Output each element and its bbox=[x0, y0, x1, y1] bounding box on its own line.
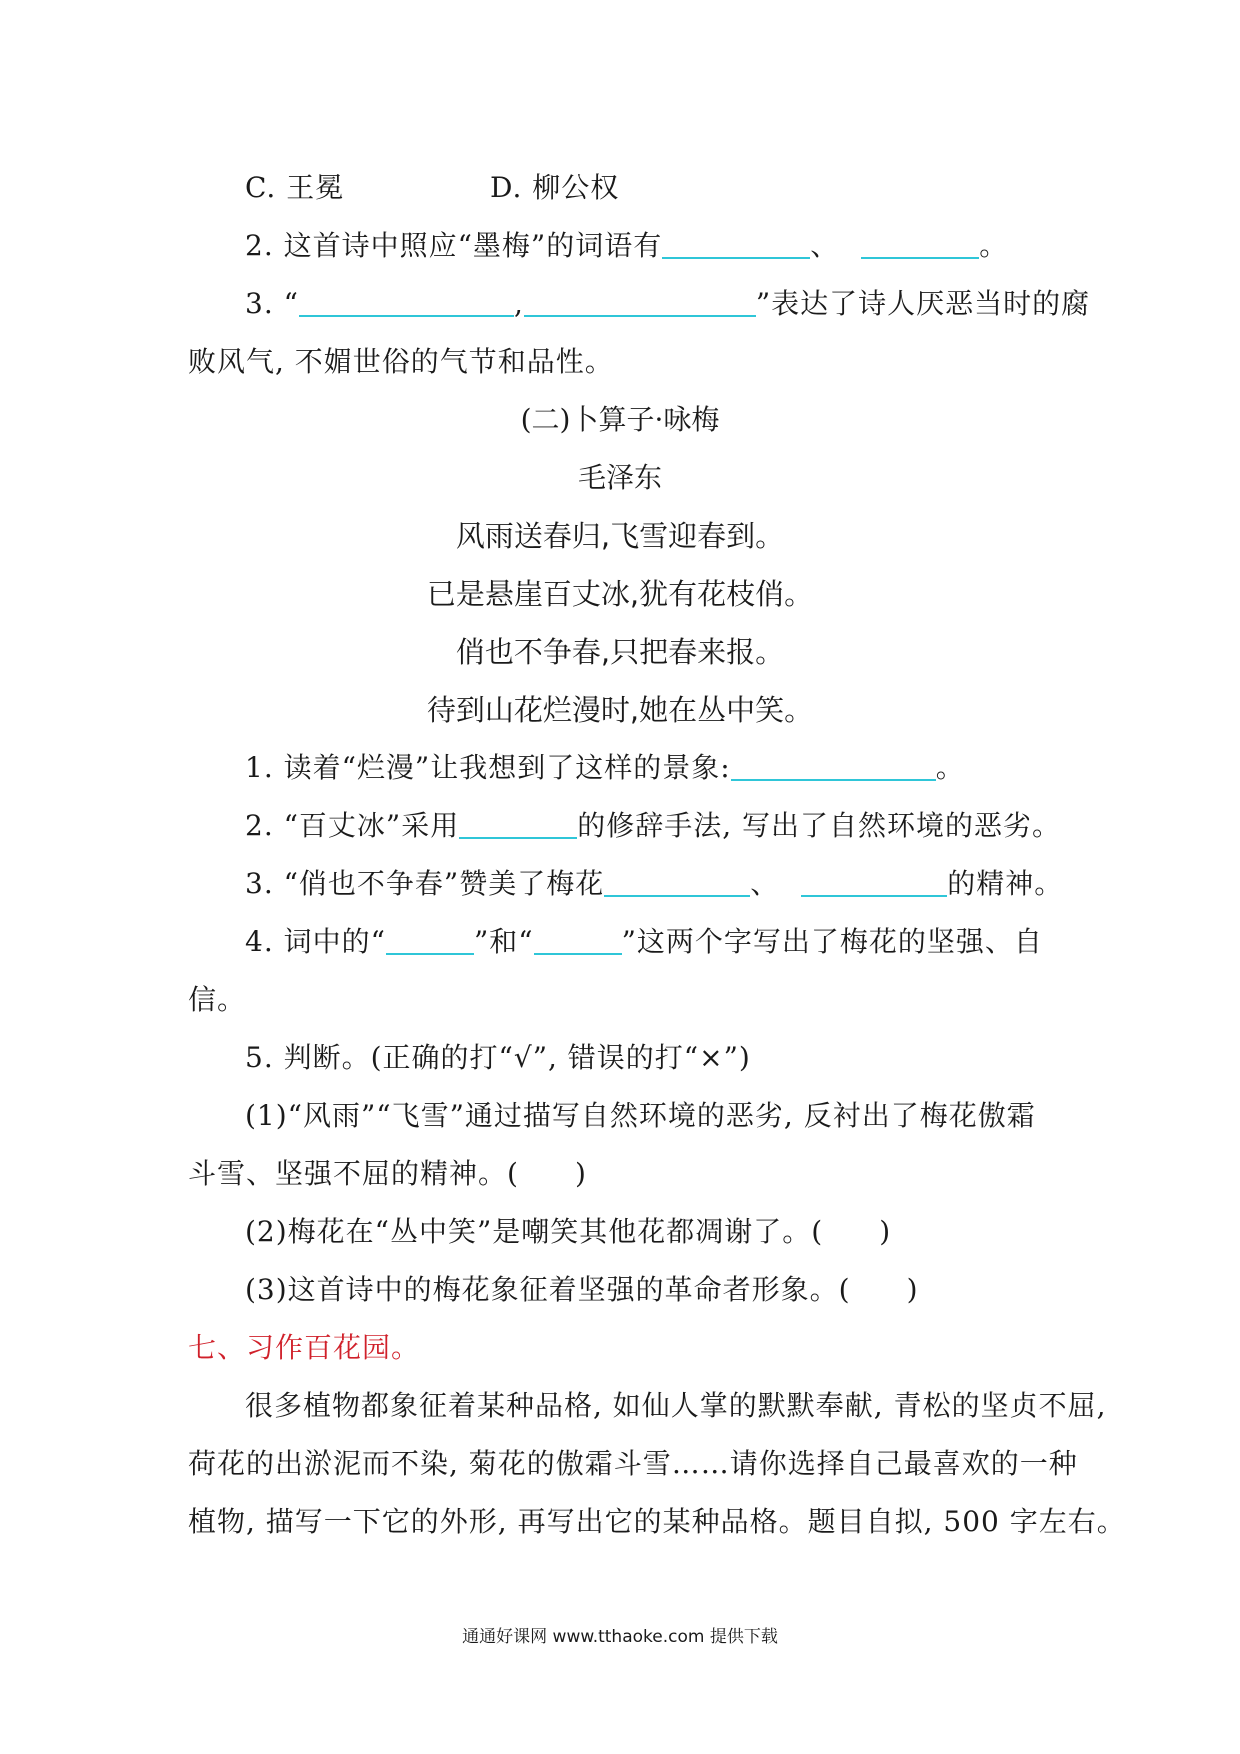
footer-text: 通通好课网 www.tthaoke.com 提供下载 bbox=[462, 1627, 778, 1647]
answer-blank[interactable] bbox=[604, 865, 750, 897]
close-paren: ) bbox=[879, 1215, 892, 1248]
poem-line-1: 风雨送春归,飞雪迎春到。 bbox=[455, 519, 785, 553]
p2-question-1-text: 1. 读着“烂漫”让我想到了这样的景象: bbox=[245, 751, 731, 784]
separator: 、 bbox=[750, 867, 780, 900]
answer-blank[interactable] bbox=[386, 923, 474, 955]
question-2-text: 2. 这首诗中照应“墨梅”的词语有 bbox=[245, 229, 663, 262]
close-paren: ) bbox=[574, 1157, 587, 1190]
answer-blank[interactable] bbox=[299, 285, 514, 317]
p2-question-4-mid: ”和“ bbox=[473, 925, 534, 958]
p2-question-4 bbox=[245, 922, 1043, 962]
comma: , bbox=[513, 287, 524, 320]
end-mark: 。 bbox=[935, 751, 965, 784]
p2-question-2-suffix: 的修辞手法, 写出了自然环境的恶劣。 bbox=[577, 809, 1062, 842]
option-d: D. 柳公权 bbox=[490, 171, 620, 204]
poem-line-3: 俏也不争春,只把春来报。 bbox=[455, 635, 785, 669]
answer-blank[interactable] bbox=[459, 807, 577, 839]
close-paren: ) bbox=[906, 1273, 919, 1306]
p2-question-1 bbox=[245, 748, 965, 788]
judge-item-1-line1: (1)“风雨”“飞雪”通过描写自然环境的恶劣, 反衬出了梅花傲霜 bbox=[245, 1099, 1036, 1132]
p2-question-4-line2: 信。 bbox=[188, 983, 247, 1016]
judge-item-1-line2 bbox=[188, 1154, 587, 1194]
answer-blank[interactable] bbox=[801, 865, 947, 897]
poem-line-2: 已是悬崖百丈冰,犹有花枝俏。 bbox=[426, 577, 814, 611]
section-7-line-2: 荷花的出淤泥而不染, 菊花的傲霜斗雪……请你选择自己最喜欢的一种 bbox=[188, 1447, 1078, 1480]
question-2 bbox=[245, 226, 1008, 266]
answer-blank[interactable] bbox=[662, 227, 810, 259]
section-7-heading: 七、习作百花园。 bbox=[188, 1331, 421, 1364]
p2-question-5-title: 5. 判断。(正确的打“√”, 错误的打“×”) bbox=[245, 1041, 751, 1074]
separator: 、 bbox=[810, 229, 840, 262]
question-3-prefix: 3. “ bbox=[245, 287, 299, 320]
answer-blank[interactable] bbox=[731, 749, 936, 781]
judge-item-3 bbox=[245, 1270, 919, 1310]
question-3-line2: 败风气, 不媚世俗的气节和品性。 bbox=[188, 345, 614, 378]
question-3-suffix: ”表达了诗人厌恶当时的腐 bbox=[755, 287, 1091, 320]
judge-item-3-text: (3)这首诗中的梅花象征着坚强的革命者形象。( bbox=[245, 1273, 851, 1306]
judge-item-2 bbox=[245, 1212, 891, 1252]
section-7-line-1: 很多植物都象征着某种品格, 如仙人掌的默默奉献, 青松的坚贞不屈, bbox=[245, 1389, 1107, 1422]
p2-question-2-prefix: 2. “百丈冰”采用 bbox=[245, 809, 460, 842]
answer-blank[interactable] bbox=[524, 285, 756, 317]
p2-question-3-suffix: 的精神。 bbox=[947, 867, 1064, 900]
answer-blank[interactable] bbox=[861, 227, 979, 259]
p2-question-3 bbox=[245, 864, 1063, 904]
p2-question-2 bbox=[245, 806, 1061, 846]
p2-question-3-prefix: 3. “俏也不争春”赞美了梅花 bbox=[245, 867, 605, 900]
poem-author: 毛泽东 bbox=[577, 461, 662, 494]
section-7-line-3: 植物, 描写一下它的外形, 再写出它的某种品格。题目自拟, 500 字左右。 bbox=[188, 1505, 1126, 1538]
poem-title: (二)卜算子·咏梅 bbox=[520, 403, 720, 436]
answer-blank[interactable] bbox=[534, 923, 622, 955]
p2-question-4-suffix: ”这两个字写出了梅花的坚强、自 bbox=[621, 925, 1043, 958]
question-3 bbox=[245, 284, 1090, 324]
option-c: C. 王冕 bbox=[245, 171, 345, 204]
poem-line-4: 待到山花烂漫时,她在丛中笑。 bbox=[426, 693, 814, 727]
judge-item-1-text: 斗雪、坚强不屈的精神。( bbox=[188, 1157, 519, 1190]
end-mark: 。 bbox=[979, 229, 1009, 262]
judge-item-2-text: (2)梅花在“丛中笑”是嘲笑其他花都凋谢了。( bbox=[245, 1215, 824, 1248]
p2-question-4-prefix: 4. 词中的“ bbox=[245, 925, 386, 958]
